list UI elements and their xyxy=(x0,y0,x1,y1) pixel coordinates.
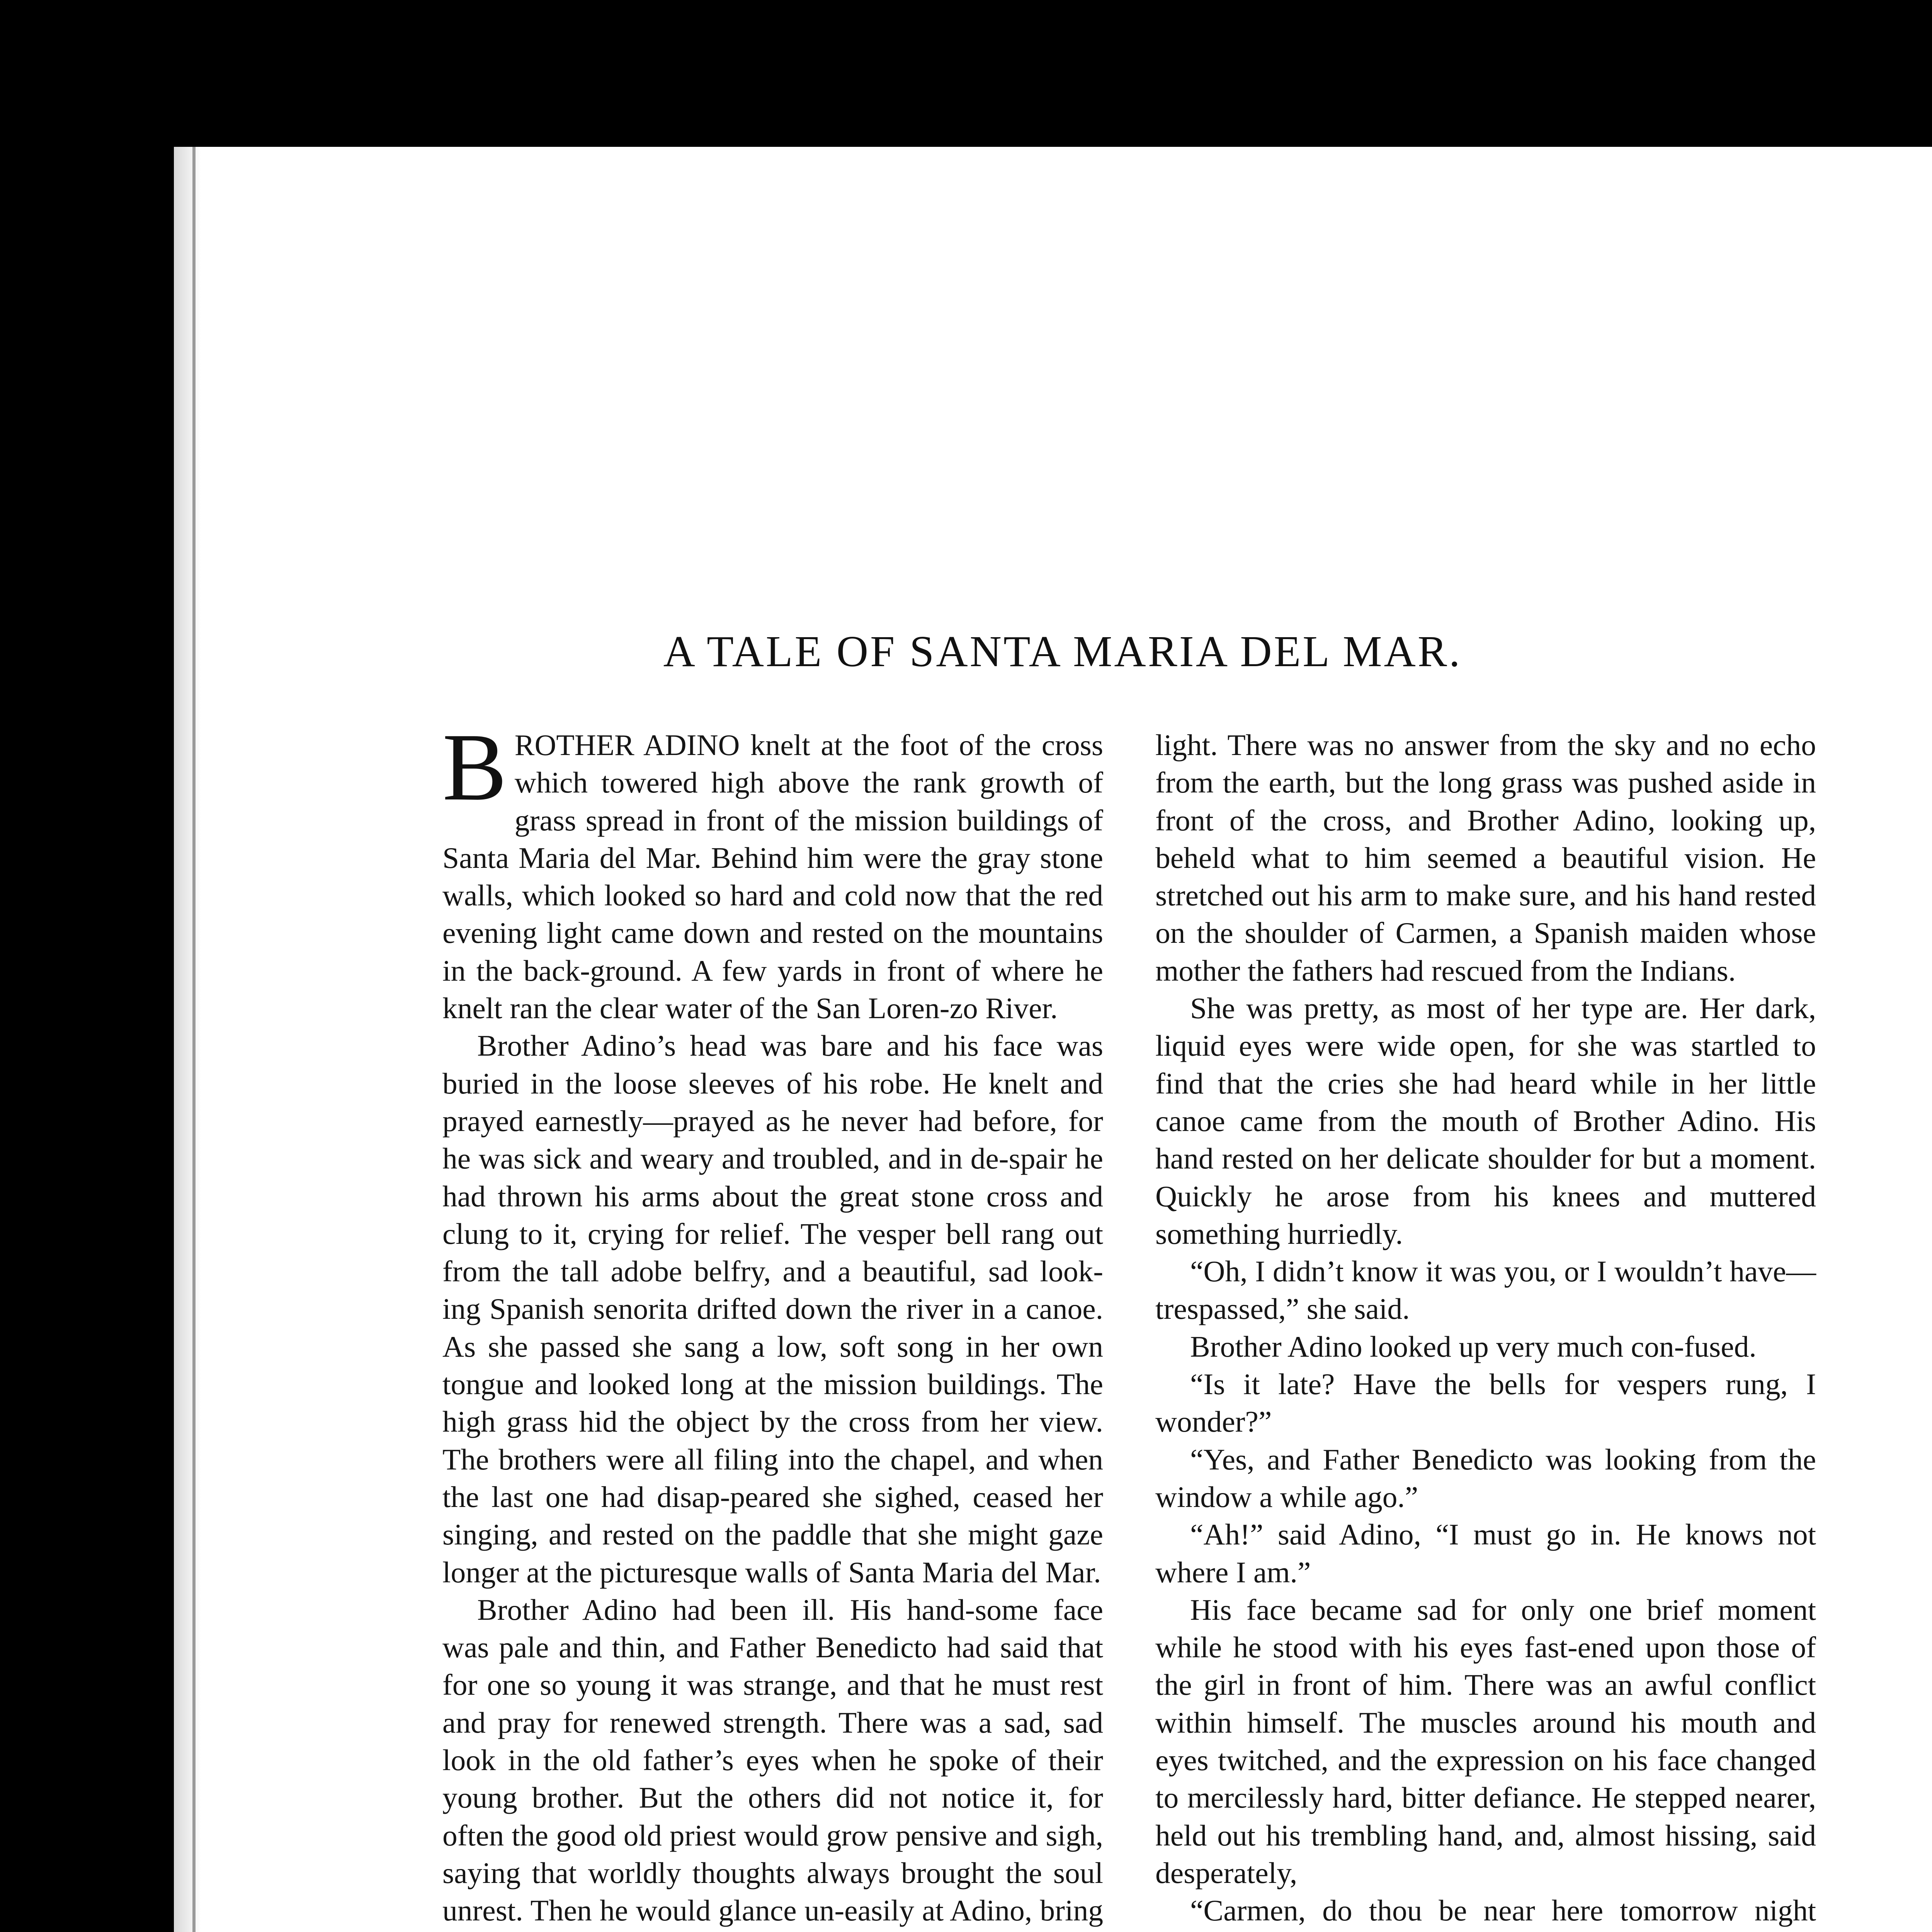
paragraph-text: ROTHER ADINO knelt at the foot of the cross which towered high above the rank growth of grass spread in front of the mission buildings of Santa Maria del Mar. Behind him were the gray stone walls, which looked so hard and cold now that the red evening light came down and rested on the mountains in the back-ground. A few yards in front of where he knelt ran the clear water of the San Loren-zo River. xyxy=(442,728,1103,1025)
page-gutter-shadow xyxy=(174,147,201,1932)
gutter-line xyxy=(192,147,196,1932)
paragraph: “Ah!” said Adino, “I must go in. He knows not where I am.” xyxy=(1155,1518,1816,1589)
paragraph: Brother Adino had been ill. His hand-some face was pale and thin, and Father Benedicto had said that for one so young it was strange, and that he must rest and pray for renewed strength. There was a sad, sad look in the old father’s eyes when he spoke of their young brother. But the others did not notice it, for often the good old priest would grow pensive and sigh, saying that worldly thoughts always brought the soul unrest. Then he would glance un-easily at Adino, bring xyxy=(442,1593,1103,1927)
paragraph: She was pretty, as most of her type are. Her dark, liquid eyes were wide open, for she was startled to find that the cries she had heard while in her little canoe came from the mouth of Brother Adino. His hand rested on her delicate shoulder for but a moment. Quickly he arose from his knees and muttered something hurriedly. xyxy=(1155,992,1816,1250)
paragraph: “Yes, and Father Benedicto was looking from the window a while ago.” xyxy=(1155,1442,1816,1514)
paragraph xyxy=(442,714,1103,1027)
paragraph: Brother Adino looked up very much con-fused. xyxy=(1190,1330,1757,1363)
paragraph: “Is it late? Have the bells for vespers rung, I wonder?” xyxy=(1155,1367,1816,1439)
drop-cap: B xyxy=(442,714,507,821)
story-title: A TALE OF SANTA MARIA DEL MAR. xyxy=(663,627,1462,676)
paragraph: “Oh, I didn’t know it was you, or I wouldn’t have—trespassed,” she said. xyxy=(1155,1255,1816,1326)
paragraph: “Carmen, do thou be near here tomorrow night xyxy=(1190,1894,1816,1927)
right-column xyxy=(1155,726,1816,1932)
left-column xyxy=(442,714,1103,1932)
paragraph: light. There was no answer from the sky and no echo from the earth, but the long grass was pushed aside in front of the cross, and Brother Adino, looking up, beheld what to him seemed a beautiful vision. He stretched out his arm to make sure, and his hand rested on the shoulder of Carmen, a Spanish maiden whose mother the fathers had rescued from the Indians. xyxy=(1155,728,1816,987)
paragraph: His face became sad for only one brief moment while he stood with his eyes fast-ened upon those of the girl in front of him. There was an awful conflict within himself. The muscles around his mouth and eyes twitched, and the expression on his face changed to mercilessly hard, bitter defiance. He stepped nearer, held out his trembling hand, and, almost hissing, said desperately, xyxy=(1155,1593,1816,1889)
paragraph: Brother Adino’s head was bare and his face was buried in the loose sleeves of his robe. He knelt and prayed earnestly—prayed as he never had before, for he was sick and weary and troubled, and in de-spair he had thrown his arms about the great stone cross and clung to it, crying for relief. The vesper bell rang out from the tall adobe belfry, and a beautiful, sad look-ing Spanish senorita drifted down the river in a canoe. As she passed she sang a low, soft song in her own tongue and looked long at the mission buildings. The high grass hid the object by the cross from her view. The brothers were all filing into the chapel, and when the last one had disap-peared she sighed, ceased her singing, and rested on the paddle that she might gaze longer at the picturesque walls of Santa Maria del Mar. xyxy=(442,1029,1103,1589)
